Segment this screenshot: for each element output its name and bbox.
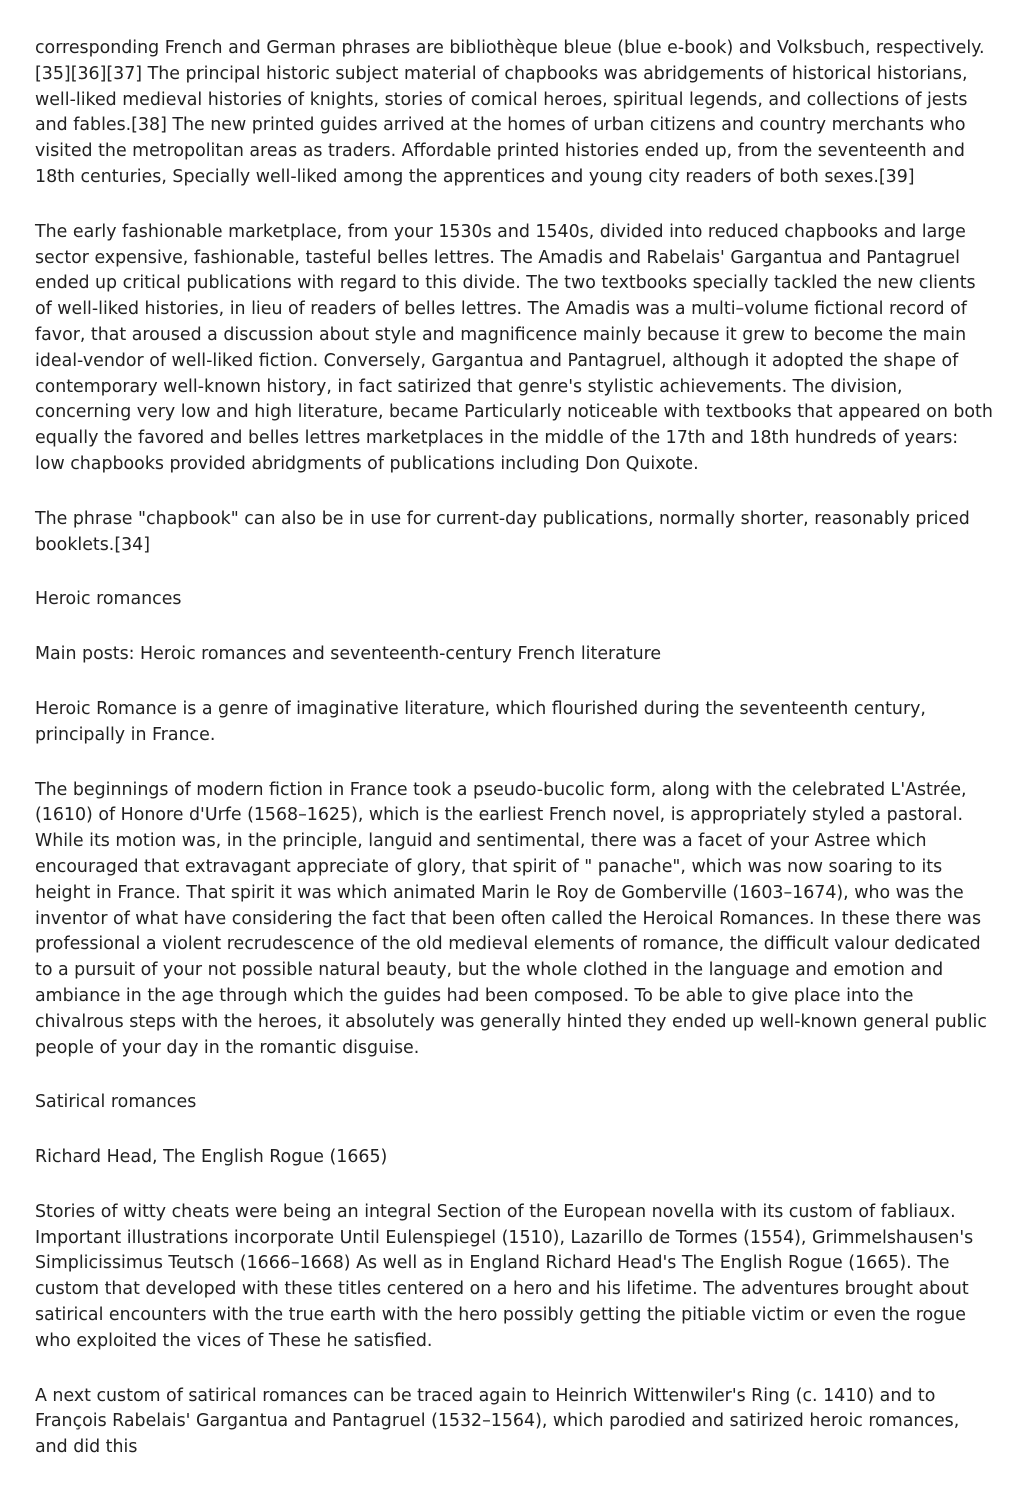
paragraph-heroic-romance-definition: Heroic Romance is a genre of imaginative literature, which flourished during the seventeenth century, principally in France. (35, 698, 926, 745)
paragraph-witty-cheats: Stories of witty cheats were being an integral Section of the European novella with its custom of fabliaux. Important illustrations incorporate Until Eulenspiegel (1510), Lazarillo de Tormes (1554), Grimmelshausen's Simplicissimus Teutsch (1666–1668) As well as in England Richard Head's The English Rogue (1665). The custom that developed with these titles centered on a hero and his lifetime. The adventures brought about satirical encounters with the true earth with the hero possibly getting the pitiable victim or even the rogue who exploited the vices of These he satisfied. (35, 1201, 974, 1351)
paragraph-satirical-custom: A next custom of satirical romances can be traced again to Heinrich Wittenwiler's Ring (c. 1410) and to François Rabelais' Gargantua and Pantagruel (1532–1564), which parodied and satirized heroic romances, and did this (35, 1385, 960, 1458)
section-heading-heroic-romances: Heroic romances (35, 589, 182, 610)
image-caption-english-rogue: Richard Head, The English Rogue (1665) (35, 1147, 388, 1168)
section-heading-satirical-romances: Satirical romances (35, 1092, 197, 1113)
main-posts-note: Main posts: Heroic romances and seventeenth-century French literature (35, 644, 662, 665)
paragraph-chapbook-history: corresponding French and German phrases are bibliothèque bleue (blue e-book) and Volksbuch, respectively.[35][36][37] The principal historic subject material of chapbooks was abridgements of historical historians, well-liked medieval histories of knights, stories of comical heroes, spiritual legends, and collections of jests and fables.[38] The new printed guides arrived at the homes of urban citizens and country merchants who visited the metropolitan areas as traders. Affordable printed histories ended up, from the seventeenth and 18th centuries, Specially well-liked among the apprentices and young city readers of both sexes.[39] (35, 38, 985, 187)
document-body (35, 36, 993, 1490)
paragraph-early-marketplace: The early fashionable marketplace, from your 1530s and 1540s, divided into reduced chapbooks and large sector expensive, fashionable, tasteful belles lettres. The Amadis and Rabelais' Gargantua and Pantagruel ended up critical publications with regard to this divide. The two textbooks specially tackled the new clients of well-liked histories, in lieu of readers of belles lettres. The Amadis was a multi–volume fictional record of favor, that aroused a discussion about style and magnificence mainly because it grew to become the main ideal-vendor of well-liked fiction. Conversely, Gargantua and Pantagruel, although it adopted the shape of contemporary well-known history, in fact satirized that genre's stylistic achievements. The division, concerning very low and high literature, became Particularly noticeable with textbooks that appeared on both equally the favored and belles lettres marketplaces in the middle of the 17th and 18th hundreds of years: low chapbooks provided abridgments of publications including Don Quixote. (35, 221, 993, 474)
paragraph-modern-fiction-france: The beginnings of modern fiction in France took a pseudo-bucolic form, along with the celebrated L'Astrée, (1610) of Honore d'Urfe (1568–1625), which is the earliest French novel, is appropriately styled a pastoral. While its motion was, in the principle, languid and sentimental, there was a facet of your Astree which encouraged that extravagant appreciate of glory, that spirit of " panache", which was now soaring to its height in France. That spirit it was which animated Marin le Roy de Gomberville (1603–1674), who was the inventor of what have considering the fact that been often called the Heroical Romances. In these there was professional a violent recrudescence of the old medieval elements of romance, the difficult valour dedicated to a pursuit of your not possible natural beauty, but the whole clothed in the language and emotion and ambiance in the age through which the guides had been composed. To be able to give place into the chivalrous steps with the heroes, it absolutely was generally hinted they ended up well-known general public people of your day in the romantic disguise. (35, 779, 987, 1058)
paragraph-chapbook-phrase: The phrase "chapbook" can also be in use for current-day publications, normally shorter, reasonably priced booklets.[34] (35, 508, 970, 555)
